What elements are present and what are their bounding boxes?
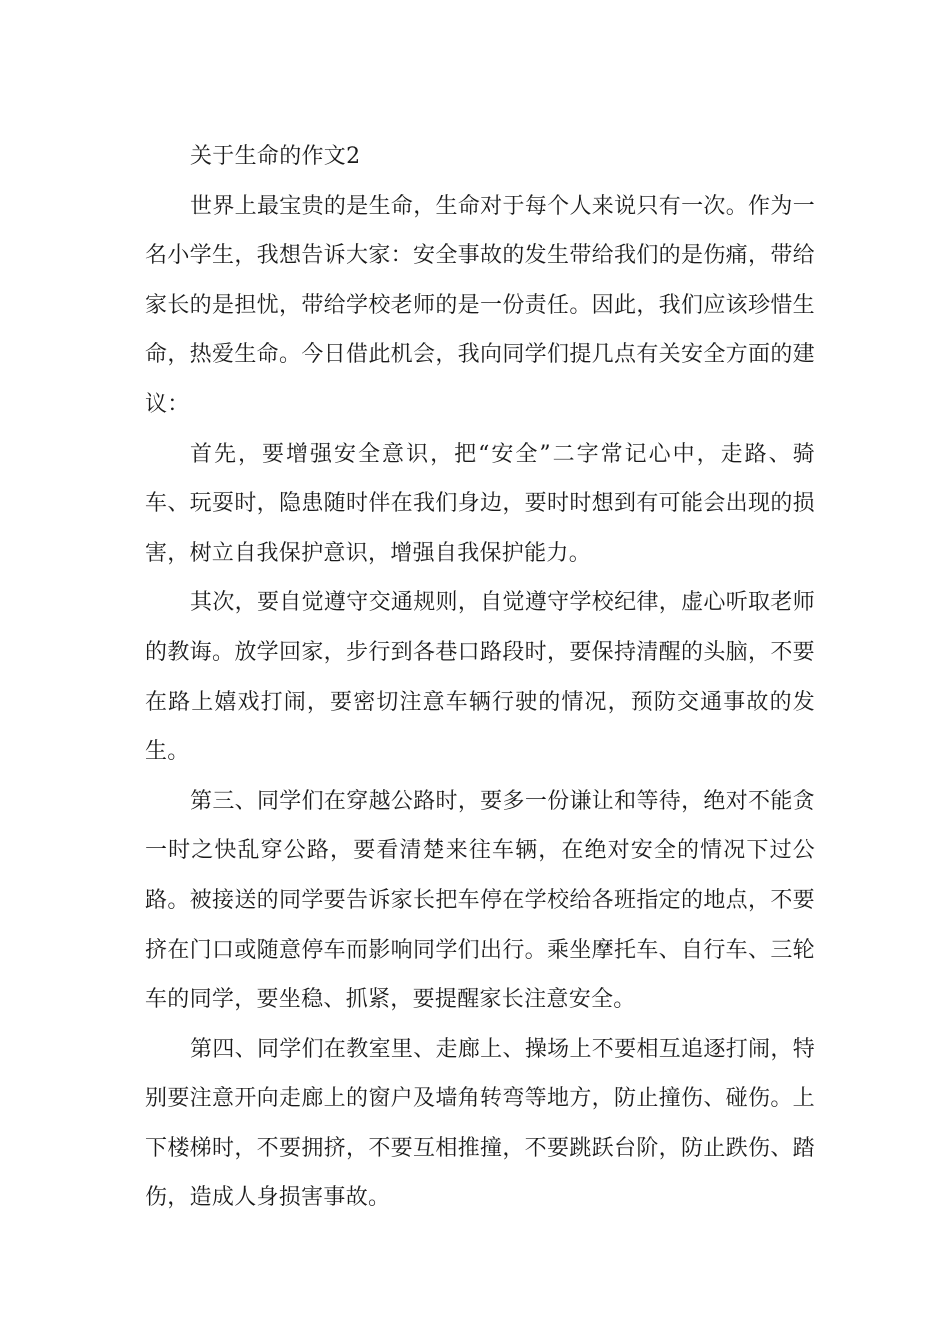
paragraph-third: 第三、同学们在穿越公路时，要多一份谦让和等待，绝对不能贪一时之快乱穿公路，要看清楚来往车辆，在绝对安全的情况下过公路。被接送的同学要告诉家长把车停在学校给各班指定的地点，不要挤在门口或随意停车而影响同学们出行。乘坐摩托车、自行车、三轮车的同学，要坐稳、抓紧，要提醒家长注意安全。 — [145, 788, 815, 1013]
document-title: 关于生命的作文2 — [190, 144, 361, 169]
document-body — [145, 132, 815, 1223]
paragraph-fourth: 第四、同学们在教室里、走廊上、操场上不要相互追逐打闹，特别要注意开向走廊上的窗户及墙角转弯等地方，防止撞伤、碰伤。上下楼梯时，不要拥挤，不要互相推撞，不要跳跃台阶，防止跌伤、踏伤，造成人身损害事故。 — [145, 1036, 815, 1211]
paragraph-second: 其次，要自觉遵守交通规则，自觉遵守学校纪律，虚心听取老师的教诲。放学回家，步行到各巷口路段时，要保持清醒的头脑，不要在路上嬉戏打闹，要密切注意车辆行驶的情况，预防交通事故的发生。 — [145, 590, 815, 765]
paragraph-intro: 世界上最宝贵的是生命，生命对于每个人来说只有一次。作为一名小学生，我想告诉大家：安全事故的发生带给我们的是伤痛，带给家长的是担忧，带给学校老师的是一份责任。因此，我们应该珍惜生命，热爱生命。今日借此机会，我向同学们提几点有关安全方面的建议： — [145, 193, 815, 417]
paragraph-first: 首先，要增强安全意识，把“安全”二字常记心中，走路、骑车、玩耍时，隐患随时伴在我们身边，要时时想到有可能会出现的损害，树立自我保护意识，增强自我保护能力。 — [145, 441, 815, 566]
